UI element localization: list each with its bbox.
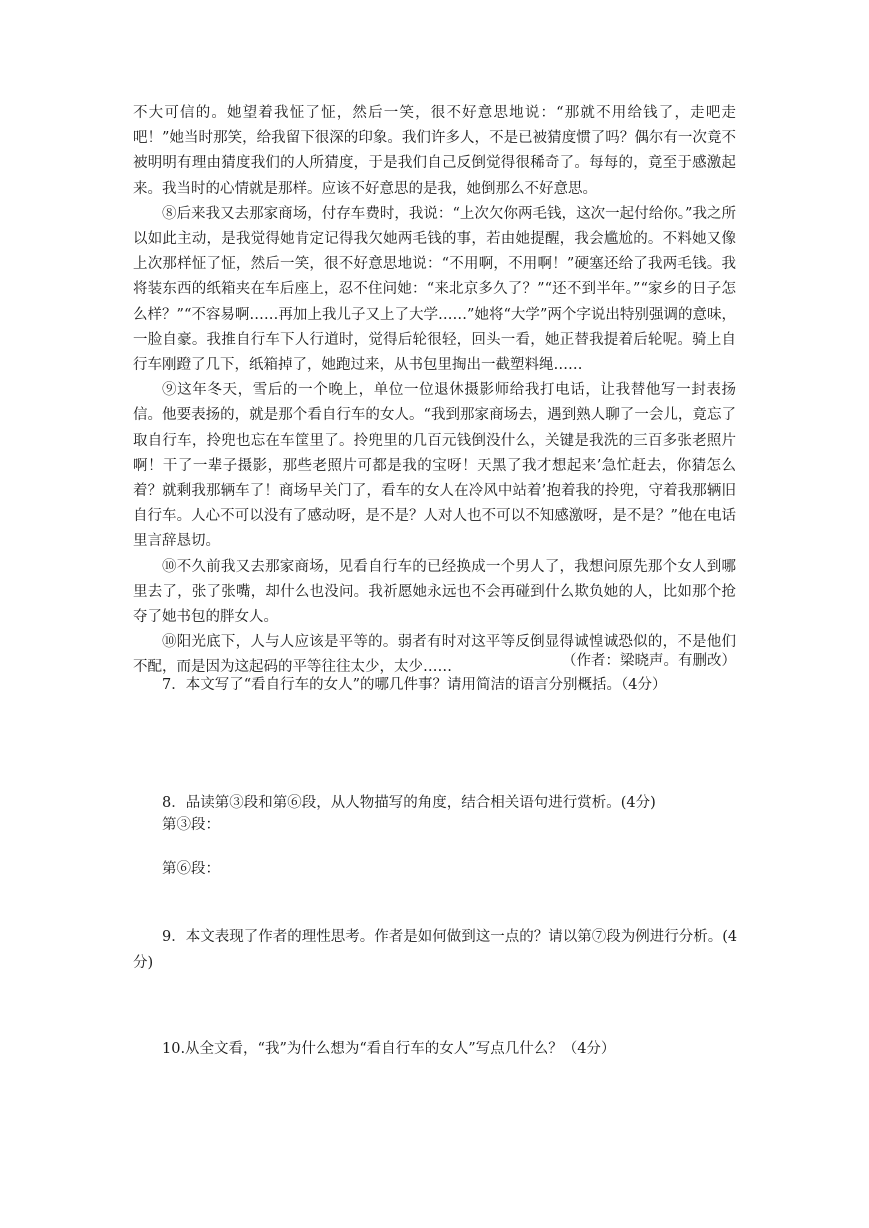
article-paragraph-9: ⑨这年冬天，雪后的一个晚上，单位一位退休摄影师给我打电话，让我替他写一封表扬信。他要表扬的，就是那个看自行车的女人。“我到那家商场去，遇到熟人聊了一会儿，竟忘了取自行车，拎兜也忘在车筐里了。拎兜里的几百元钱倒没什么，关键是我洗的三百多张老照片啊！干了一辈子摄影，那些老照片可都是我的宝呀！天黑了我才想起来’急忙赶去，你猜怎么着？就剩我那辆车了！商场早关门了，看车的女人在冷风中站着’抱着我的拎兜，守着我那辆旧自行车。人心不可以没有了感动呀，是不是？人对人也不可以不知感激呀，是不是？”他在电话里言辞恳切。 <box>133 382 736 550</box>
article-paragraph-continued: 不大可信的。她望着我怔了怔，然后一笑，很不好意思地说：“那就不用给钱了，走吧走吧！”她当时那笑，给我留下很深的印象。我们许多人，不是已被猜度惯了吗？偶尔有一次竟不被明明有理由猜度我们的人所猜度，于是我们自己反倒觉得很稀奇了。每每的，竟至于感激起来。我当时的心情就是那样。应该不好意思的是我，她倒那么不好意思。 <box>133 105 736 197</box>
question-8-answer-label-para3: 第③段： <box>162 817 220 833</box>
question-10: 10.从全文看，“我”为什么想为“看自行车的女人”写点几什么？（4分） <box>162 1041 616 1057</box>
question-9: 9．本文表现了作者的理性思考。作者是如何做到这一点的？请以第⑦段为例进行分析。(4分) <box>133 929 738 971</box>
article-paragraph-8: ⑧后来我又去那家商场，付存车费时，我说：“上次欠你两毛钱，这次一起付给你。”我之所以如此主动，是我觉得她肯定记得我欠她两毛钱的事，若由她提醒，我会尴尬的。不料她又像上次那样怔了怔，然后一笑，很不好意思地说：“不用啊，不用啊！”硬塞还给了我两毛钱。我将装东西的纸箱夹在车后座上，忍不住问她：“来北京多久了？”“还不到半年。”“家乡的日子怎么样？”“不容易啊……再加上我儿子又上了大学……”她将“大学”两个字说出特别强调的意味，一脸自豪。我推自行车下人行道时，觉得后轮很轻，回头一看，她正替我提着后轮呢。骑上自行车刚蹬了几下，纸箱掉了，她跑过来，从书包里掏出一截塑料绳…… <box>133 205 736 374</box>
article-source: （作者：梁晓声。有删改） <box>562 653 736 669</box>
question-8: 8．品读第③段和第⑥段，从人物描写的角度，结合相关语句进行赏析。(4分) <box>162 795 656 811</box>
article-paragraph-11: ⑩阳光底下，人与人应该是平等的。弱者有时对这平等反倒显得诚惶诚恐似的，不是他们不配，而是因为这起码的平等往往太少，太少…… <box>133 634 736 676</box>
question-7: 7．本文写了“看自行车的女人”的哪几件事？请用简洁的语言分别概括。（4分） <box>162 677 667 693</box>
article-paragraph-10: ⑩不久前我又去那家商场，见看自行车的已经换成一个男人了，我想问原先那个女人到哪里去了，张了张嘴，却什么也没问。我祈愿她永远也不会再碰到什么欺负她的人，比如那个抢夺了她书包的胖女人。 <box>133 558 736 626</box>
article-body <box>133 101 736 681</box>
question-8-answer-label-para6: 第⑥段： <box>162 861 220 877</box>
